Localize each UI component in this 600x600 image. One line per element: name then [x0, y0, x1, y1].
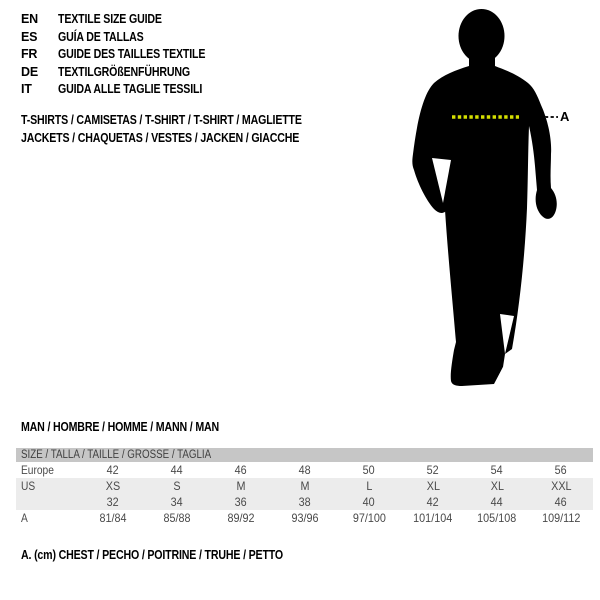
measure-label-a: A	[560, 109, 570, 124]
language-code: ES	[21, 29, 38, 44]
size-value: 50	[362, 463, 376, 477]
size-value: 105/108	[477, 511, 517, 525]
size-value: 42	[426, 495, 440, 509]
size-value: 109/112	[541, 511, 581, 525]
size-value: 54	[490, 463, 504, 477]
language-row	[21, 81, 231, 99]
size-value: 44	[490, 495, 504, 509]
size-value: 89/92	[227, 511, 255, 525]
category-tshirts: T-SHIRTS / CAMISETAS / T-SHIRT / T-SHIRT / MAGLIETTE	[21, 113, 302, 127]
size-value: 56	[554, 463, 568, 477]
size-value: 38	[298, 495, 312, 509]
size-value: 48	[298, 463, 312, 477]
language-row	[21, 64, 231, 82]
row-label: US	[21, 479, 36, 493]
size-value: 32	[106, 495, 120, 509]
language-row	[21, 46, 231, 64]
language-text: GUIDA ALLE TAGLIE TESSILI	[58, 82, 203, 96]
man-silhouette	[398, 4, 568, 390]
size-value: XL	[490, 479, 504, 493]
language-text: GUÍA DE TALLAS	[58, 29, 144, 44]
size-value: 42	[106, 463, 120, 477]
size-table-header: SIZE / TALLA / TAILLE / GRÖSSE / TAGLIA	[16, 448, 593, 462]
size-value: 44	[170, 463, 184, 477]
language-list	[21, 11, 231, 99]
size-value: XL	[426, 479, 440, 493]
language-code: IT	[21, 82, 32, 96]
row-label	[16, 494, 81, 510]
table-row-chest-cm	[16, 510, 593, 526]
table-row-us-numeric	[16, 494, 593, 510]
gender-title: MAN / HOMBRE / HOMME / MANN / MAN	[21, 420, 220, 434]
size-value: 52	[426, 463, 440, 477]
language-text: TEXTILE SIZE GUIDE	[58, 12, 162, 26]
table-row-europe	[16, 462, 593, 478]
size-value: 40	[362, 495, 376, 509]
measurement-footnote: A. (cm) CHEST / PECHO / POITRINE / TRUHE / PETTO	[21, 548, 284, 562]
silhouette-body	[412, 54, 556, 386]
size-value: XS	[105, 479, 121, 493]
row-label: A	[21, 511, 28, 525]
size-table	[16, 448, 593, 526]
row-label: Europe	[21, 463, 54, 477]
size-value: 46	[234, 463, 248, 477]
size-value: S	[173, 479, 181, 493]
language-text: TEXTILGRÖßENFÜHRUNG	[58, 64, 190, 79]
table-row-us-letters	[16, 478, 593, 494]
size-value: 101/104	[413, 511, 453, 525]
size-value: 93/96	[291, 511, 319, 525]
size-value: M	[300, 479, 310, 493]
size-value: 34	[170, 495, 184, 509]
size-value: XXL	[550, 479, 572, 493]
size-value: M	[236, 479, 246, 493]
language-row	[21, 29, 231, 47]
size-value: L	[365, 479, 373, 493]
language-code: FR	[21, 47, 38, 61]
category-jackets: JACKETS / CHAQUETAS / VESTES / JACKEN / GIACCHE	[21, 130, 300, 145]
language-code: DE	[21, 64, 38, 79]
size-value: 97/100	[352, 511, 386, 525]
size-value: 81/84	[99, 511, 127, 525]
language-code: EN	[21, 12, 38, 26]
garment-categories	[21, 112, 351, 147]
language-text: GUIDE DES TAILLES TEXTILE	[58, 47, 206, 61]
size-value: 46	[554, 495, 568, 509]
size-value: 85/88	[163, 511, 191, 525]
language-row	[21, 11, 231, 29]
size-value: 36	[234, 495, 248, 509]
